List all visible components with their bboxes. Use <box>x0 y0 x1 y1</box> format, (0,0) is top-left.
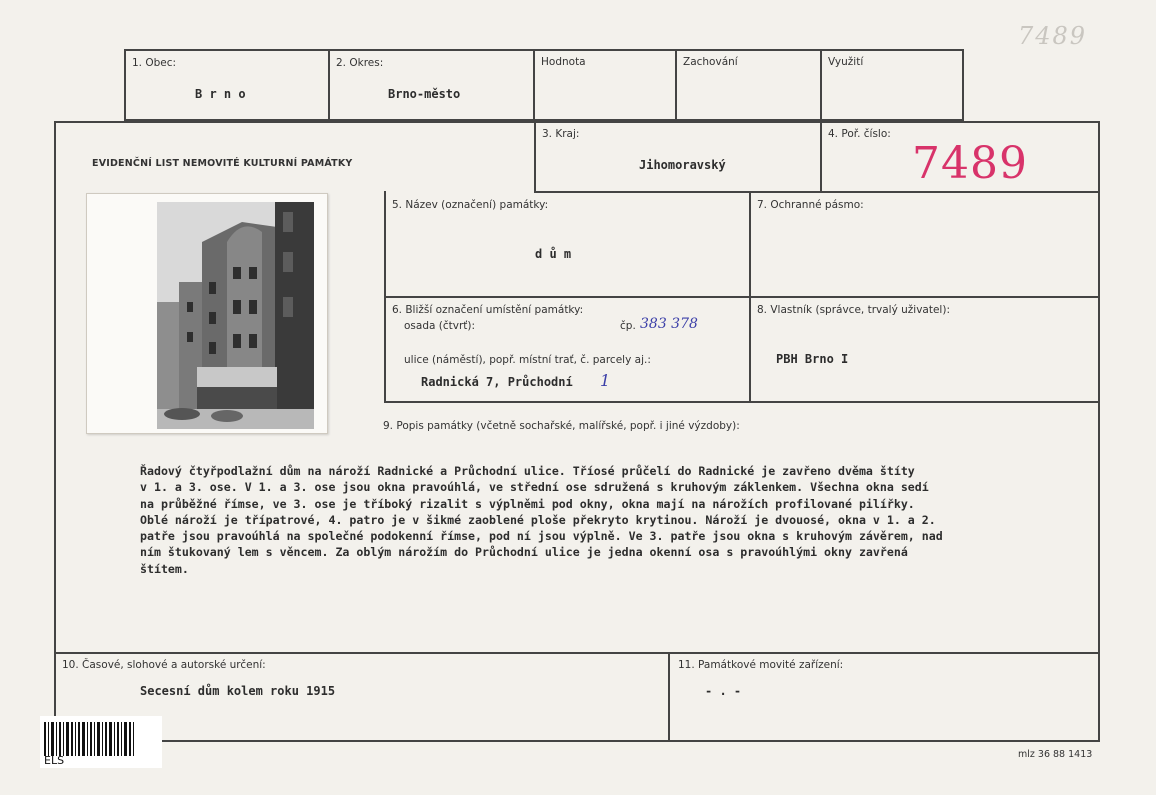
popis-line: Řadový čtyřpodlažní dům na nároží Radnické a Průchodní ulice. Tříosé průčelí do Radnické je zavřeno dvěma štíty <box>140 464 915 478</box>
cp-value: 383 378 <box>640 316 698 332</box>
form-title: EVIDENČNÍ LIST NEMOVITÉ KULTURNÍ PAMÁTKY <box>92 158 353 169</box>
divider-kraj-left <box>534 121 536 193</box>
popis-line: Oblé nároží je třípatrové, 4. patro je v šikmé zaoblené ploše překryto krytinou. Nároží je dvouosé, okna v 1. a 2. <box>140 512 936 527</box>
divider-row3-bottom <box>384 401 1098 403</box>
popis-line: patře jsou pravoúhlá na společné podokenní římse, pod ní jsou výplně. Ve 3. patře jsou okna s kruhovým závěrem, nad <box>140 529 943 544</box>
casove-value: Secesní dům kolem roku 1915 <box>140 684 336 698</box>
divider-row2-bottom <box>384 296 1098 298</box>
popis-line: v 1. a 3. ose. V 1. a 3. ose jsou okna pravoúhlá, ve střední ose sdružená s kruhovým záklenkem. Všechna okna sedí <box>140 480 929 495</box>
obec-label: 1. Obec: <box>132 57 177 69</box>
hodnota-label: Hodnota <box>541 56 586 68</box>
nazev-value: d ů m <box>535 247 572 261</box>
divider-kraj-right <box>820 121 822 193</box>
popis-text <box>140 463 1070 577</box>
obec-value: B r n o <box>195 87 246 101</box>
cp-label: čp. <box>620 320 636 332</box>
okres-value: Brno-město <box>388 87 461 101</box>
popis-line: štítem. <box>140 561 189 576</box>
movite-value: - . - <box>705 684 742 698</box>
zachovani-label: Zachování <box>683 56 738 68</box>
ulice-hand-number: 1 <box>600 371 611 390</box>
vlastnik-label: 8. Vlastník (správce, trvalý uživatel): <box>757 304 950 316</box>
okres-label: 2. Okres: <box>336 57 384 69</box>
building-photo <box>157 202 314 429</box>
ulice-value: Radnická 7, Průchodní <box>421 375 573 389</box>
divider-row1-bottom <box>534 191 1098 193</box>
umisteni-label: 6. Bližší označení umístění památky: <box>392 304 584 316</box>
popis-label: 9. Popis památky (včetně sochařské, malířské, popř. i jiné výzdoby): <box>383 420 740 432</box>
divider-bottom-row-mid <box>668 652 670 742</box>
popis-line: na průběžné římse, ve 3. ose je tříboký rizalit s výplněmi pod okny, okna mají na nárožích profilované pilířky. <box>140 496 915 511</box>
por-cislo-label: 4. Poř. číslo: <box>828 128 891 140</box>
kraj-label: 3. Kraj: <box>542 128 580 140</box>
ulice-label: ulice (náměstí), popř. místní trať, č. parcely aj.: <box>404 354 651 366</box>
corner-pencil-mark: 7489 <box>1018 22 1088 50</box>
popis-line: ním štukovaný lem s věncem. Za oblým nárožím do Průchodní ulice je jedna okenní osa s pravoúhlými okny zavřená <box>140 545 908 560</box>
movite-label: 11. Památkové movité zařízení: <box>678 659 844 671</box>
barcode-label <box>40 716 162 768</box>
casove-label: 10. Časové, slohové a autorské určení: <box>62 659 266 671</box>
footer-code: mlz 36 88 1413 <box>1018 749 1093 760</box>
osada-label: osada (čtvrť): <box>404 320 476 332</box>
divider-bottom-row-top <box>54 652 1100 654</box>
barcode-text: ELS <box>44 754 65 767</box>
nazev-label: 5. Název (označení) památky: <box>392 199 549 211</box>
vyuziti-label: Využití <box>828 56 864 68</box>
kraj-value: Jihomoravský <box>639 158 726 172</box>
ochranne-pasmo-label: 7. Ochranné pásmo: <box>757 199 864 211</box>
vlastnik-value: PBH Brno I <box>776 352 849 366</box>
por-cislo-value: 7489 <box>912 138 1028 189</box>
